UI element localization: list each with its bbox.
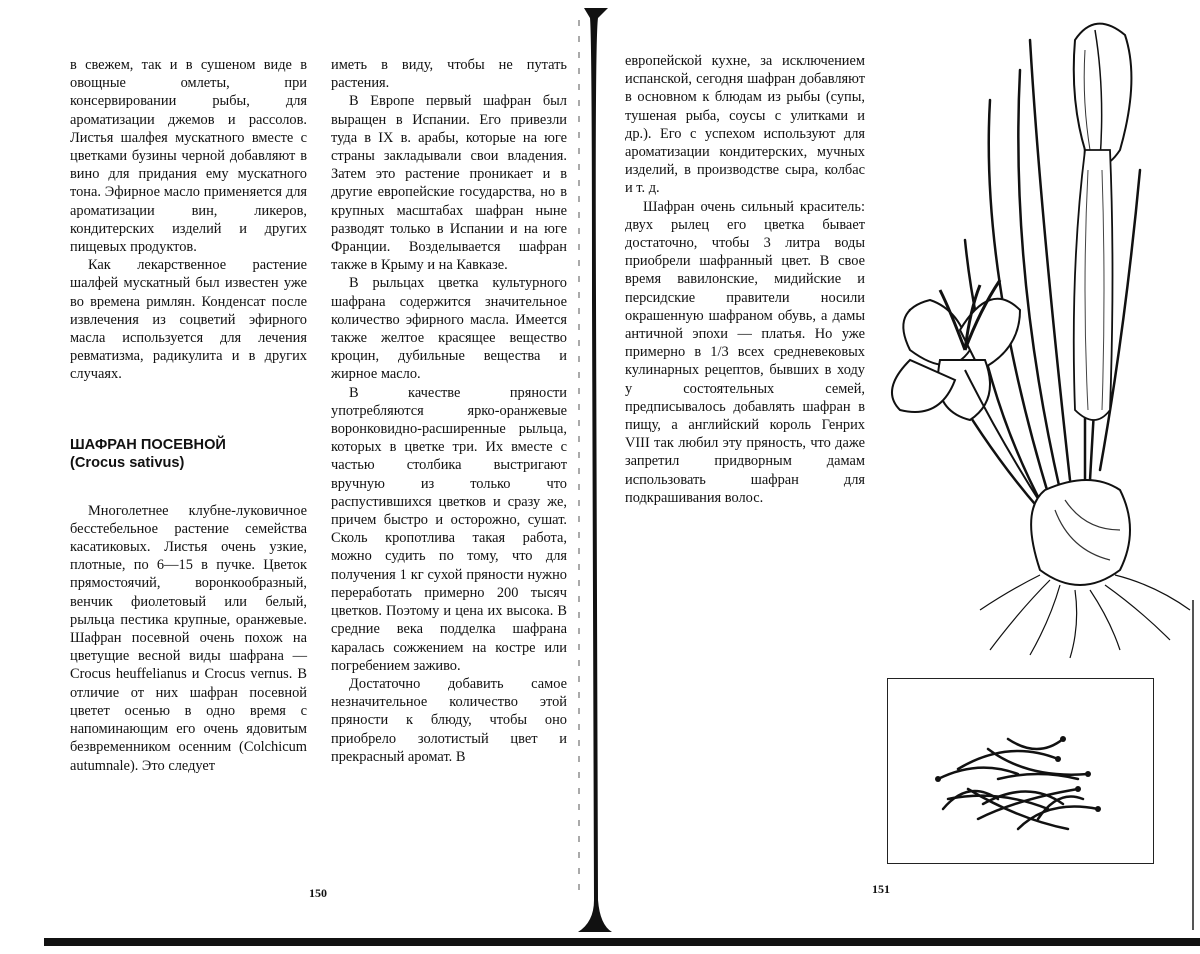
paragraph: европейской кухне, за исключением испанской, сегодня шафран добавляют в основном к блюдам из рыбы (супы, тушеная рыба, соусы с улитками и др.). Его с успехом используют для ароматизации кондитерских, мучных изделий, в производстве сыра, колбас и т. д. (625, 53, 865, 197)
page-number-left: 150 (309, 886, 327, 900)
saffron-crocus-illustration (870, 10, 1200, 660)
paragraph: Достаточно добавить самое незначительное количество этой пряности к блюду, чтобы оно приобрело золотистый цвет и прекрасный аромат. В (331, 675, 567, 765)
left-page-column-1 (70, 56, 307, 775)
right-page-column-1 (625, 52, 865, 507)
paragraph: Многолетнее клубне-луковичное бесстебельное растение семейства касатиковых. Листья очень узкие, плотные, по 6—15 в пучке. Цветок прямостоячий, воронкообразный, венчик фиолетовый или белый, рыльца пестика крупные, оранжевые. Шафран посевной очень похож на цветущие весной виды шафрана — Crocus heuffelianus и Crocus vernus. В отличие от них шафран посевной цветет осенью в одно время с напоминающим его очень ядовитым безвременником осенним (Colchicum autumnale). Это следует (70, 502, 307, 774)
page-bottom-edge (44, 938, 1200, 946)
page-edge-rule (1192, 600, 1194, 930)
section-heading (70, 436, 307, 472)
paragraph: В Европе первый шафран был выращен в Испании. Его привезли туда в IX в. арабы, которые на юге страны закладывали свои владения. Затем это растение проникает и в другие европейские государства, но в крупных масштабах шафран ныне разводят только в Испании и на юге Франции. Возделывается шафран также в Крыму и на Кавказе. (331, 93, 567, 274)
paragraph: Шафран очень сильный краситель: двух рылец его цветка бывает достаточно, чтобы 3 литра воды приобрели шафранный цвет. В свое время вавилонские, мидийские и персидские правители носили окрашенную шафраном обувь, а дамы античной эпохи — платья. Но уже примерно в 1/3 всех средневековых кулинарных рецептов, бывших в ходу у состоятельных семей, предписывалось добавлять шафран в пищу, а английский король Генрих VIII так любил эту пряность, что даже запретил придворным дамам использовать шафран для подкрашивания волос. (625, 198, 865, 506)
paragraph: в свежем, так и в сушеном виде в овощные омлеты, при консервировании рыбы, для ароматизации джемов и рассолов. Листья шалфея мускатного вместе с цветками бузины черной добавляют в вино для придания ему мускатного тона. Эфирное масло применяется для ароматизации вин, ликеров, кондитерских изделий и других пищевых продуктов. (70, 57, 307, 256)
heading-latin: (Crocus sativus) (70, 454, 185, 471)
paragraph: В рыльцах цветка культурного шафрана содержится значительное количество эфирного масла. Имеется также желтое красящее вещество кроцин, дубильные вещества и жирное масло. (331, 275, 567, 383)
paragraph: В качестве пряности употребляются ярко-оранжевые воронковидно-расширенные рыльца, которых в цветке три. Их вместе с частью столбика выстригают вручную из только что распустившихся цветков и сразу же, причем быстро и осторожно, сушат. Сколь кропотлива такая работа, можно судить по тому, что для получения 1 кг сухой пряности нужно переработать примерно 200 тысяч цветков. Поэтому и цена их высока. В средние века подделка шафрана каралась сожжением на костре или погребением заживо. (331, 384, 567, 674)
left-page-column-2 (331, 56, 567, 766)
saffron-threads-icon (888, 679, 1152, 862)
page-number-right: 151 (872, 882, 890, 896)
dried-saffron-image (887, 678, 1154, 864)
heading-title: ШАФРАН ПОСЕВНОЙ (70, 436, 226, 453)
paragraph: иметь в виду, чтобы не путать растения. (331, 57, 567, 92)
paragraph: Как лекарственное растение шалфей мускатный был известен уже во времена римлян. Конденсат после извлечения из соцветий эфирного масла используется для лечения ревматизма, радикулита и в других случаях. (70, 257, 307, 383)
book-spine (578, 0, 612, 940)
